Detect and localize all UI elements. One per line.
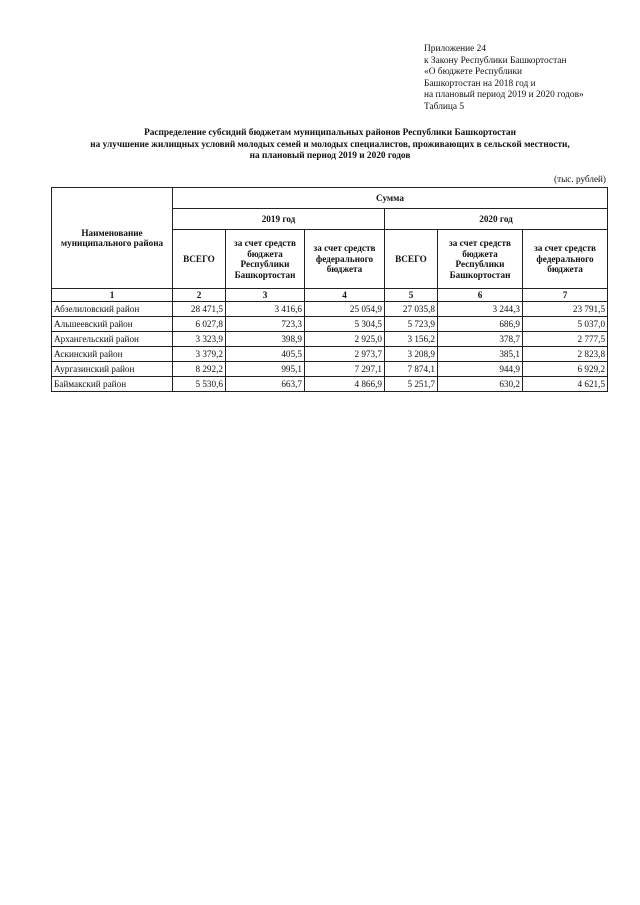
column-number: 6 <box>438 289 523 302</box>
column-number: 7 <box>523 289 608 302</box>
table-number: Таблица 5 <box>424 101 465 112</box>
federal-2020: 6 929,2 <box>523 362 608 377</box>
total-2020: 3 156,2 <box>385 332 438 347</box>
column-number: 3 <box>226 289 305 302</box>
total-2019: 6 027,8 <box>173 317 226 332</box>
federal-2019: 2 973,7 <box>305 347 385 362</box>
title-line: на улучшение жилищных условий молодых семей и молодых специалистов, проживающих в сельской местности, <box>90 139 570 150</box>
total-2020: 5 723,9 <box>385 317 438 332</box>
federal-2020: 5 037,0 <box>523 317 608 332</box>
district-name: Архангельский район <box>52 332 173 347</box>
district-name: Альшеевский район <box>52 317 173 332</box>
units-label: (тыс. рублей) <box>554 174 606 184</box>
total-2020: 3 208,9 <box>385 347 438 362</box>
federal-2019: 4 866,9 <box>305 377 385 392</box>
header-year-2020: 2020 год <box>385 209 608 230</box>
federal-2020: 2 777,5 <box>523 332 608 347</box>
total-2019: 8 292,2 <box>173 362 226 377</box>
table-row <box>52 377 608 392</box>
regional-2020: 378,7 <box>438 332 523 347</box>
header-sum: Сумма <box>173 188 608 209</box>
regional-2020: 944,9 <box>438 362 523 377</box>
federal-2019: 25 054,9 <box>305 302 385 317</box>
regional-2020: 630,2 <box>438 377 523 392</box>
title-line: Распределение субсидий бюджетам муниципальных районов Республики Башкортостан <box>144 128 516 138</box>
district-name: Аскинский район <box>52 347 173 362</box>
header-federal-2020: за счет средств федерального бюджета <box>523 230 608 289</box>
district-name: Абзелиловский район <box>52 302 173 317</box>
federal-2019: 7 297,1 <box>305 362 385 377</box>
document-title <box>40 128 620 163</box>
regional-2019: 723,3 <box>226 317 305 332</box>
regional-2019: 405,5 <box>226 347 305 362</box>
regional-2019: 3 416,6 <box>226 302 305 317</box>
total-2019: 5 530,6 <box>173 377 226 392</box>
appendix-line: «О бюджете Республики <box>424 67 523 78</box>
appendix-line: Приложение 24 <box>424 44 487 54</box>
appendix-line: Башкортостан на 2018 год и <box>424 78 536 89</box>
appendix-line: на плановый период 2019 и 2020 годов» <box>424 90 584 101</box>
federal-2020: 23 791,5 <box>523 302 608 317</box>
header-regional-2020: за счет средств бюджета Республики Башкортостан <box>438 230 523 289</box>
regional-2020: 686,9 <box>438 317 523 332</box>
district-name: Баймакский район <box>52 377 173 392</box>
federal-2020: 4 621,5 <box>523 377 608 392</box>
column-number: 4 <box>305 289 385 302</box>
table-row <box>52 362 608 377</box>
appendix-note <box>424 44 584 114</box>
appendix-line: к Закону Республики Башкортостан <box>424 55 567 66</box>
regional-2020: 385,1 <box>438 347 523 362</box>
total-2019: 3 379,2 <box>173 347 226 362</box>
regional-2019: 995,1 <box>226 362 305 377</box>
table-row <box>52 347 608 362</box>
regional-2019: 398,9 <box>226 332 305 347</box>
column-number: 5 <box>385 289 438 302</box>
district-name: Аургазинский район <box>52 362 173 377</box>
table-row <box>52 302 608 317</box>
total-2019: 28 471,5 <box>173 302 226 317</box>
header-federal-2019: за счет средств федерального бюджета <box>305 230 385 289</box>
regional-2019: 663,7 <box>226 377 305 392</box>
subsidy-table <box>51 187 608 392</box>
federal-2019: 2 925,0 <box>305 332 385 347</box>
federal-2020: 2 823,8 <box>523 347 608 362</box>
total-2020: 7 874,1 <box>385 362 438 377</box>
header-district-name: Наименование муниципального района <box>52 188 173 289</box>
column-number: 1 <box>52 289 173 302</box>
table-row <box>52 317 608 332</box>
federal-2019: 5 304,5 <box>305 317 385 332</box>
title-line: на плановый период 2019 и 2020 годов <box>249 151 411 162</box>
total-2020: 5 251,7 <box>385 377 438 392</box>
column-number: 2 <box>173 289 226 302</box>
regional-2020: 3 244,3 <box>438 302 523 317</box>
total-2019: 3 323,9 <box>173 332 226 347</box>
table-row <box>52 332 608 347</box>
header-total-2019: ВСЕГО <box>173 230 226 289</box>
total-2020: 27 035,8 <box>385 302 438 317</box>
header-year-2019: 2019 год <box>173 209 385 230</box>
header-total-2020: ВСЕГО <box>385 230 438 289</box>
header-regional-2019: за счет средств бюджета Республики Башкортостан <box>226 230 305 289</box>
